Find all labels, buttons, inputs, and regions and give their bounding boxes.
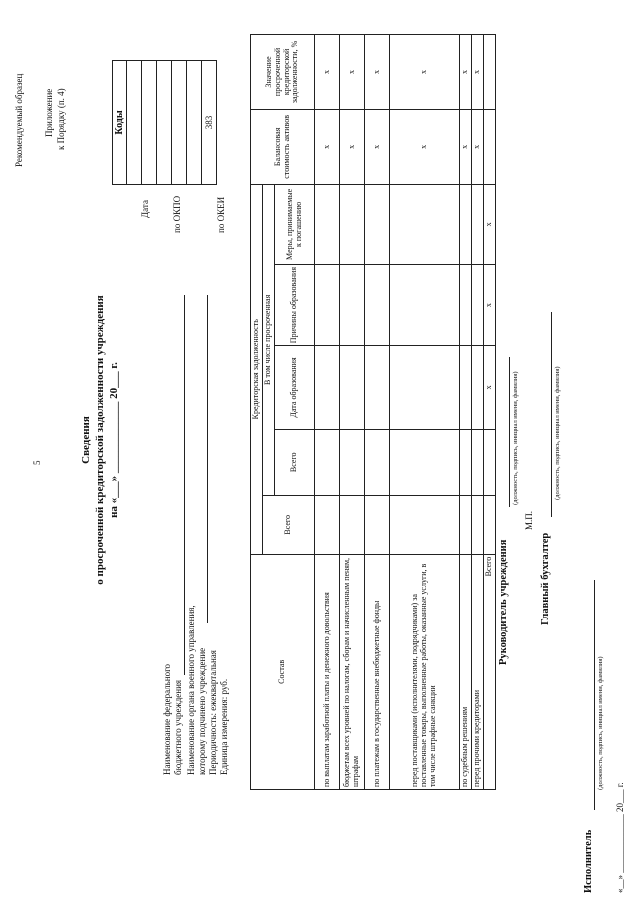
info-institution-label-2: бюджетного учреждения — [173, 679, 183, 775]
debt-table — [250, 34, 496, 790]
col-data-header: Дата образования — [275, 346, 315, 429]
cell: х — [460, 109, 472, 184]
cell[interactable] — [460, 429, 472, 495]
stamp-placeholder: М.П. — [524, 510, 534, 530]
col-mery-header: Меры, принимаемые к погашению — [275, 184, 315, 264]
cell[interactable] — [484, 429, 496, 495]
authority-name-line[interactable] — [207, 295, 208, 623]
col-balans-header: Балансовая стоимость активов — [251, 109, 315, 184]
table-total-row — [484, 35, 496, 790]
form-date-line: на «___» _____________ 20___ г. — [108, 362, 120, 518]
head-caption: (должность, подпись, инициал имени, фамилия) — [512, 371, 519, 505]
table-row — [315, 35, 340, 790]
cell: х — [365, 35, 390, 110]
cell[interactable] — [365, 184, 390, 264]
cell[interactable] — [340, 184, 365, 264]
cell: х — [484, 346, 496, 429]
col-kz-header: Кредиторская задолженность — [251, 184, 263, 554]
cell: х — [365, 109, 390, 184]
cell[interactable] — [472, 184, 484, 264]
cell: х — [340, 109, 365, 184]
col-vsego2-header: Всего — [275, 429, 315, 495]
info-unit: Единица измерения: руб. — [219, 678, 229, 775]
cell[interactable] — [315, 429, 340, 495]
col-vsego-header: Всего — [263, 495, 315, 554]
table-row — [472, 35, 484, 790]
cell[interactable] — [460, 346, 472, 429]
cell: х — [340, 35, 365, 110]
row-label: по платежам в государственные внебюджетные фонды — [365, 554, 390, 789]
col-znach-header: Значение просроченной кредиторской задолженности, % — [251, 35, 315, 110]
page-number: 5 — [32, 460, 42, 465]
cell[interactable] — [390, 264, 460, 345]
form-title: Сведения — [80, 416, 92, 464]
executor-caption: (должность, подпись, инициал имени, фамилия) — [597, 656, 604, 790]
col-sostav-header: Состав — [251, 554, 315, 789]
cell[interactable] — [460, 184, 472, 264]
head-label: Руководитель учреждения — [498, 539, 509, 665]
cell: х — [390, 109, 460, 184]
cell: х — [472, 35, 484, 110]
cell[interactable] — [365, 264, 390, 345]
cell[interactable] — [472, 429, 484, 495]
head-signature-line[interactable] — [509, 357, 510, 507]
cell: х — [390, 35, 460, 110]
cell[interactable] — [315, 264, 340, 345]
row-label: перед прочими кредиторами — [472, 554, 484, 789]
codes-cell-1[interactable] — [127, 61, 142, 185]
cell[interactable] — [472, 264, 484, 345]
cell: х — [315, 35, 340, 110]
cell[interactable] — [484, 109, 496, 184]
okpo-label: по ОКПО — [172, 195, 182, 233]
accountant-caption: (должность, подпись, инициал имени, фамилия) — [554, 366, 561, 500]
executor-label: Исполнитель — [583, 829, 594, 893]
info-authority-label: Наименование органа военного управления, — [186, 605, 196, 775]
cell[interactable] — [365, 346, 390, 429]
order-ref-note: к Порядку (п. 4) — [56, 88, 66, 150]
row-label: перед поставщиками (исполнителями, подрядчиками) за поставленные товары, выполненные работы, оказанные услуги, в том числе штрафные санкции — [390, 554, 460, 789]
codes-cell-okpo[interactable] — [172, 61, 187, 185]
executor-signature-line[interactable] — [594, 580, 595, 810]
codes-cell-5[interactable] — [187, 61, 202, 185]
codes-header: Коды — [113, 61, 127, 185]
cell: х — [484, 264, 496, 345]
col-vtch-header: В том числе просроченная — [263, 184, 275, 495]
cell[interactable] — [390, 184, 460, 264]
sample-note: Рекомендуемый образец — [14, 73, 24, 167]
cell: х — [460, 35, 472, 110]
accountant-signature-line[interactable] — [551, 312, 552, 517]
cell[interactable] — [340, 495, 365, 554]
cell[interactable] — [390, 346, 460, 429]
cell[interactable] — [460, 495, 472, 554]
col-prichiny-header: Причины образования — [275, 264, 315, 345]
cell[interactable] — [315, 495, 340, 554]
cell[interactable] — [315, 184, 340, 264]
institution-name-line[interactable] — [184, 295, 185, 675]
row-label: по выплатам заработной платы и денежного довольствия — [315, 554, 340, 789]
info-periodicity: Периодичность: ежеквартальная — [208, 650, 218, 775]
cell[interactable] — [340, 429, 365, 495]
cell[interactable] — [472, 346, 484, 429]
cell[interactable] — [315, 346, 340, 429]
appendix-note: Приложение — [44, 88, 54, 137]
info-authority-label-2: которому подчинено учреждение — [197, 647, 207, 775]
codes-cell-date[interactable] — [142, 61, 157, 185]
row-label: по судебным решениям — [460, 554, 472, 789]
codes-cell-okei: 383 — [202, 61, 217, 185]
cell[interactable] — [390, 495, 460, 554]
row-label: бюджетам всех уровней по налогам, сборам и начисленным пеням, штрафам — [340, 554, 365, 789]
cell[interactable] — [365, 495, 390, 554]
cell[interactable] — [390, 429, 460, 495]
cell[interactable] — [365, 429, 390, 495]
executor-date[interactable]: «__» _____________ 20___ г. — [615, 782, 625, 893]
table-row — [365, 35, 390, 790]
date-code-label: Дата — [140, 200, 150, 218]
cell[interactable] — [340, 264, 365, 345]
table-row — [390, 35, 460, 790]
table-row — [340, 35, 365, 790]
debt-table-wrap — [250, 34, 496, 790]
accountant-label: Главный бухгалтер — [540, 532, 551, 625]
cell: х — [484, 184, 496, 264]
cell: х — [315, 109, 340, 184]
okei-label: по ОКЕИ — [216, 196, 226, 233]
codes-cell-3[interactable] — [157, 61, 172, 185]
cell[interactable] — [460, 264, 472, 345]
total-label: Всего — [484, 554, 496, 789]
cell: х — [472, 109, 484, 184]
cell[interactable] — [472, 495, 484, 554]
form-subtitle: о просроченной кредиторской задолженности учреждения — [94, 295, 106, 585]
cell[interactable] — [484, 495, 496, 554]
codes-box — [112, 60, 217, 185]
cell[interactable] — [340, 346, 365, 429]
info-institution-label: Наименование федерального — [162, 663, 172, 775]
table-row — [460, 35, 472, 790]
cell[interactable] — [484, 35, 496, 110]
